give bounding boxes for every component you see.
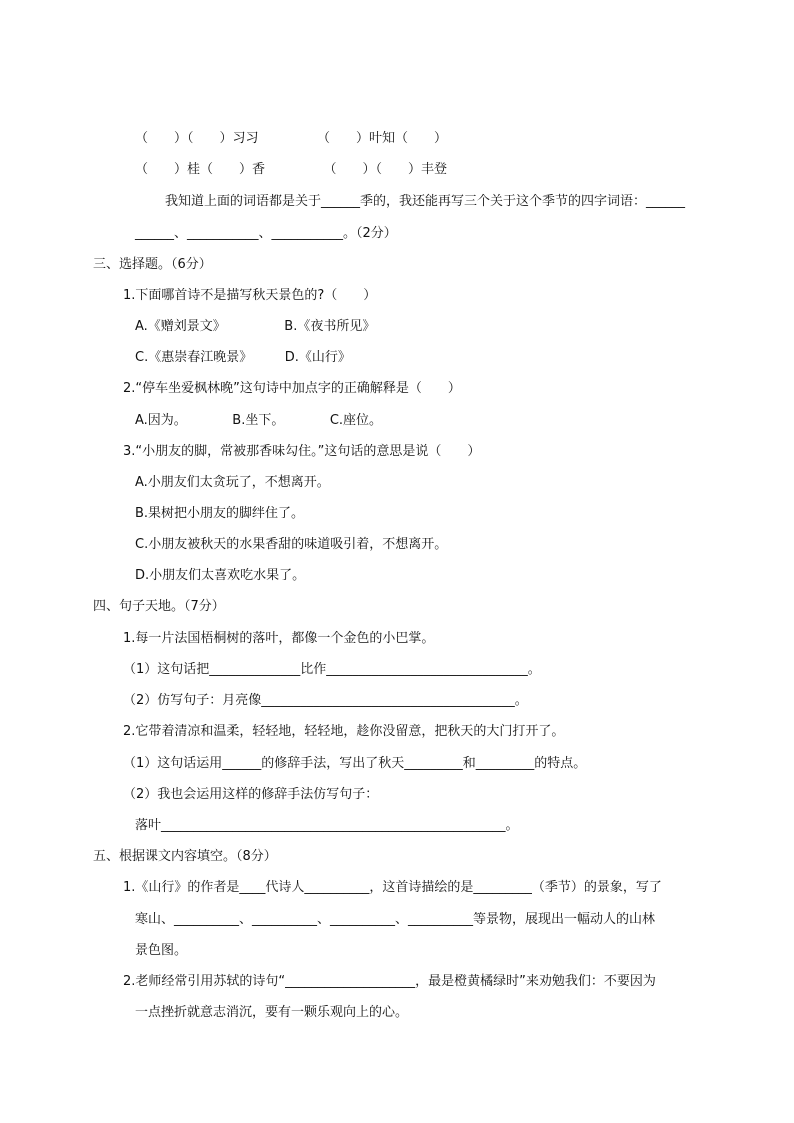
- s4-question-2: 2.它带着清凉和温柔，轻轻地，轻轻地，趁你没留意，把秋天的大门打开了。: [123, 724, 565, 739]
- s3-q1-options-row-2: C.《惠崇春江晚景》 D.《山行》: [135, 350, 351, 365]
- s4-q2-part-2: （2）我也会运用这样的修辞手法仿写句子：: [123, 787, 379, 802]
- s5-q2-line-2: 一点挫折就意志消沉，要有一颗乐观向上的心。: [135, 1005, 409, 1020]
- s3-q2-options: A.因为。 B.坐下。 C.座位。: [135, 413, 383, 428]
- s5-q2-line-1: 2.老师经常引用苏轼的诗句“____________________，最是橙黄橘绿时”来劝勉我们：不要因为: [123, 974, 656, 989]
- section-3-title: 三、选择题。（6分）: [93, 257, 212, 272]
- s4-question-1: 1.每一片法国梧桐树的落叶，都像一个金色的小巴掌。: [123, 631, 435, 646]
- s3-q3-option-b: B.果树把小朋友的脚绊住了。: [135, 506, 305, 521]
- s4-q1-part-1: （1）这句话把______________比作_______________________________。: [123, 662, 541, 677]
- s3-q1-options-row-1: A.《赠刘景文》 B.《夜书所见》: [135, 319, 376, 334]
- word-fill-row-1: （ ）（ ）习习 （ ）叶知（ ）: [135, 131, 448, 146]
- word-paragraph-line-2: ______、___________、___________。（2分）: [135, 226, 397, 241]
- s4-q2-part-1: （1）这句话运用______的修辞手法，写出了秋天_________和_________的特点。: [123, 756, 587, 771]
- s5-q1-line-1: 1.《山行》的作者是____代诗人__________，这首诗描绘的是_________（季节）的景象，写了: [123, 880, 662, 895]
- word-fill-row-2: （ ）桂（ ）香 （ ）（ ）丰登: [135, 162, 448, 177]
- s3-q3-option-a: A.小朋友们太贪玩了，不想离开。: [135, 475, 330, 490]
- s3-question-2: 2.“停车坐爱枫林晚”这句诗中加点字的正确解释是（ ）: [123, 381, 461, 396]
- s4-q2-part-2-answer: 落叶_____________________________________________________。: [135, 818, 519, 833]
- s3-q3-option-d: D.小朋友们太喜欢吃水果了。: [135, 568, 306, 583]
- section-5-title: 五、根据课文内容填空。（8分）: [93, 849, 277, 864]
- s3-question-3: 3.“小朋友的脚，常被那香味勾住。”这句话的意思是说（ ）: [123, 444, 481, 459]
- s3-question-1: 1.下面哪首诗不是描写秋天景色的?（ ）: [123, 288, 377, 303]
- s4-q1-part-2: （2）仿写句子：月亮像_______________________________________。: [123, 693, 528, 708]
- s5-q1-line-3: 景色图。: [135, 943, 188, 958]
- s5-q1-line-2: 寒山、__________、__________、__________、__________等景物，展现出一幅动人的山林: [135, 912, 656, 927]
- section-4-title: 四、句子天地。（7分）: [93, 599, 225, 614]
- word-paragraph-line-1: 我知道上面的词语都是关于______季的，我还能再写三个关于这个季节的四字词语：______: [165, 194, 686, 209]
- s3-q3-option-c: C.小朋友被秋天的水果香甜的味道吸引着，不想离开。: [135, 537, 448, 552]
